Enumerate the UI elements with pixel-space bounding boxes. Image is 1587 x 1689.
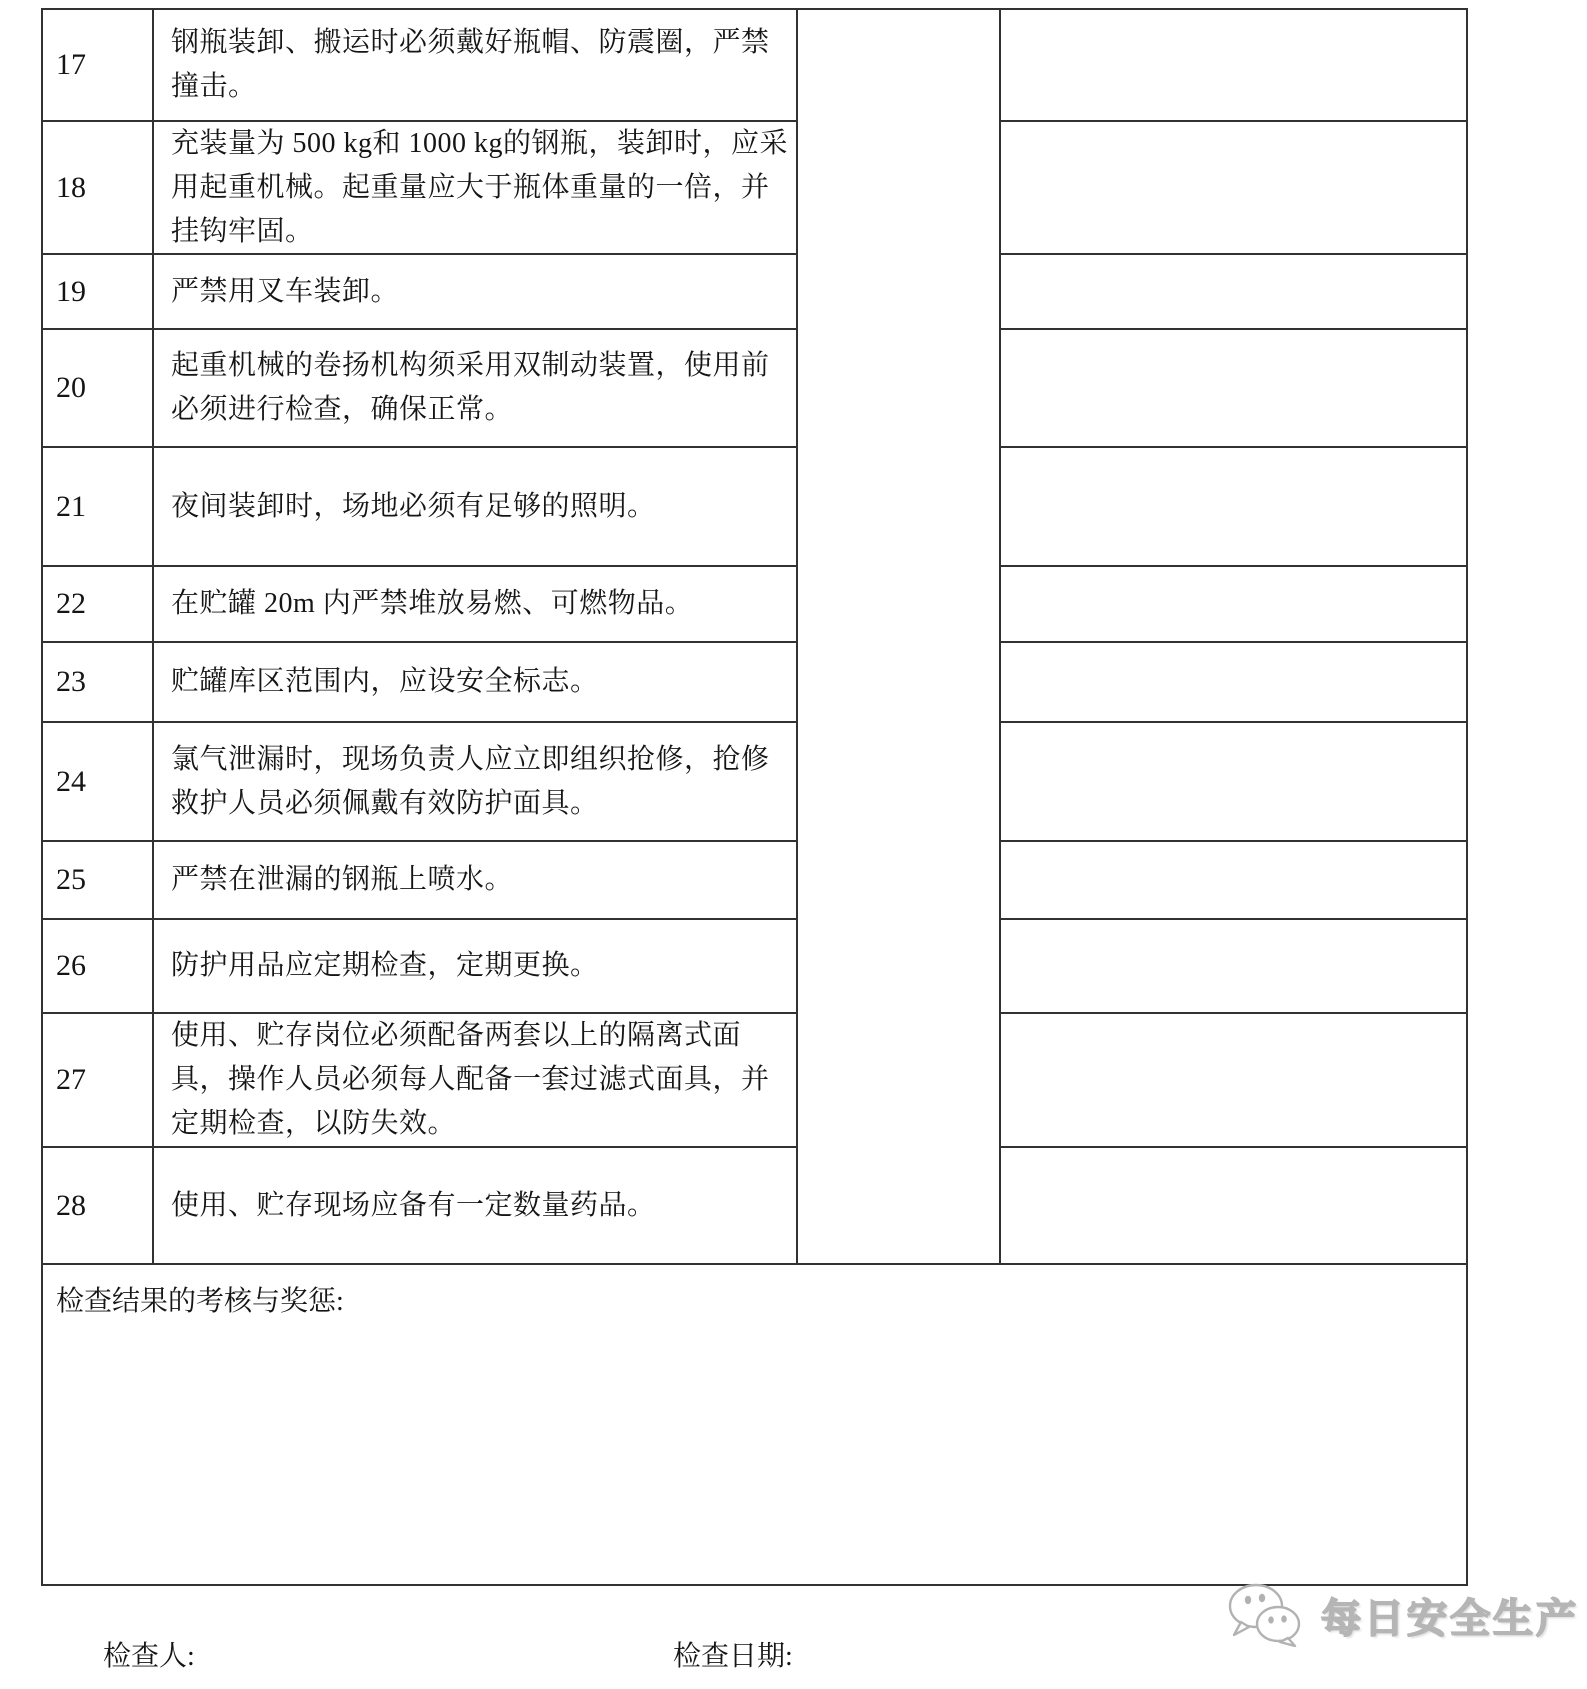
- middle-empty-cell: [798, 255, 1001, 330]
- assessment-section-label: 检查结果的考核与奖惩:: [56, 1286, 344, 1317]
- watermark-text: 每日安全生产: [1321, 1595, 1579, 1641]
- result-empty-cell: [1001, 723, 1466, 842]
- middle-empty-cell: [798, 10, 1001, 122]
- watermark: [1225, 1583, 1579, 1647]
- table-row: [43, 448, 1466, 567]
- item-text-cell: [154, 330, 798, 448]
- item-text-cell: [154, 567, 798, 643]
- inspection-date-label: 检查日期:: [673, 1641, 793, 1672]
- row-number-cell: 28: [43, 1148, 154, 1263]
- row-number-cell: 21: [43, 448, 154, 567]
- table-row: [43, 1148, 1466, 1263]
- row-number-cell: 19: [43, 255, 154, 330]
- row-number-cell: 18: [43, 122, 154, 255]
- item-text: 起重机械的卷扬机构须采用双制动装置，使用前必须进行检查，确保正常。: [171, 350, 770, 425]
- table-row: [43, 842, 1466, 920]
- row-number-cell: 23: [43, 643, 154, 723]
- middle-empty-cell: [798, 842, 1001, 920]
- middle-empty-cell: [798, 448, 1001, 567]
- item-text: 在贮罐 20m 内严禁堆放易燃、可燃物品。: [171, 588, 694, 619]
- item-text: 防护用品应定期检查，定期更换。: [171, 950, 599, 981]
- item-text: 贮罐库区范围内，应设安全标志。: [171, 666, 599, 697]
- item-text-cell: [154, 1014, 798, 1148]
- item-text: 氯气泄漏时，现场负责人应立即组织抢修，抢修救护人员必须佩戴有效防护面具。: [171, 743, 770, 819]
- row-number-cell: 27: [43, 1014, 154, 1148]
- checklist-table: [41, 8, 1468, 1586]
- middle-empty-cell: [798, 643, 1001, 723]
- row-number-cell: 20: [43, 330, 154, 448]
- item-text-cell: [154, 255, 798, 330]
- item-text: 充装量为 500 kg和 1000 kg的钢瓶，装卸时，应采用起重机械。起重量应大于瓶体重量的一倍，并挂钩牢固。: [171, 127, 789, 247]
- item-text-cell: [154, 723, 798, 842]
- item-text-cell: [154, 10, 798, 122]
- row-number-cell: 26: [43, 920, 154, 1014]
- item-text-cell: [154, 122, 798, 255]
- wechat-chat-bubbles-icon: [1225, 1583, 1313, 1647]
- item-text-cell: [154, 448, 798, 567]
- item-text: 严禁在泄漏的钢瓶上喷水。: [171, 864, 514, 895]
- row-number-cell: 25: [43, 842, 154, 920]
- result-empty-cell: [1001, 122, 1466, 255]
- table-row: [43, 1014, 1466, 1148]
- table-row: [43, 122, 1466, 255]
- result-empty-cell: [1001, 842, 1466, 920]
- table-row: [43, 643, 1466, 723]
- result-empty-cell: [1001, 1148, 1466, 1263]
- row-number-cell: 24: [43, 723, 154, 842]
- result-empty-cell: [1001, 330, 1466, 448]
- table-row: [43, 567, 1466, 643]
- item-text-cell: [154, 643, 798, 723]
- result-empty-cell: [1001, 10, 1466, 122]
- result-empty-cell: [1001, 567, 1466, 643]
- result-empty-cell: [1001, 255, 1466, 330]
- item-text: 钢瓶装卸、搬运时必须戴好瓶帽、防震圈，严禁撞击。: [171, 27, 770, 102]
- table-row: [43, 723, 1466, 842]
- table-row: [43, 255, 1466, 330]
- table-row: [43, 10, 1466, 122]
- item-text-cell: [154, 842, 798, 920]
- inspector-label: 检查人:: [103, 1641, 195, 1672]
- row-number-cell: 22: [43, 567, 154, 643]
- middle-empty-cell: [798, 723, 1001, 842]
- table-row: [43, 330, 1466, 448]
- middle-empty-cell: [798, 567, 1001, 643]
- item-text: 使用、贮存现场应备有一定数量药品。: [171, 1189, 656, 1221]
- result-empty-cell: [1001, 1014, 1466, 1148]
- table-row: [43, 920, 1466, 1014]
- row-number-cell: 17: [43, 10, 154, 122]
- item-text: 严禁用叉车装卸。: [171, 275, 400, 307]
- middle-empty-cell: [798, 1148, 1001, 1263]
- middle-empty-cell: [798, 920, 1001, 1014]
- middle-empty-cell: [798, 1014, 1001, 1148]
- middle-empty-cell: [798, 330, 1001, 448]
- item-text-cell: [154, 920, 798, 1014]
- result-empty-cell: [1001, 448, 1466, 567]
- result-empty-cell: [1001, 920, 1466, 1014]
- result-empty-cell: [1001, 643, 1466, 723]
- item-text: 夜间装卸时，场地必须有足够的照明。: [171, 490, 656, 522]
- middle-empty-cell: [798, 122, 1001, 255]
- assessment-section: [43, 1263, 1466, 1584]
- item-text: 使用、贮存岗位必须配备两套以上的隔离式面具，操作人员必须每人配备一套过滤式面具，并定期检查，以防失效。: [171, 1020, 770, 1139]
- item-text-cell: [154, 1148, 798, 1263]
